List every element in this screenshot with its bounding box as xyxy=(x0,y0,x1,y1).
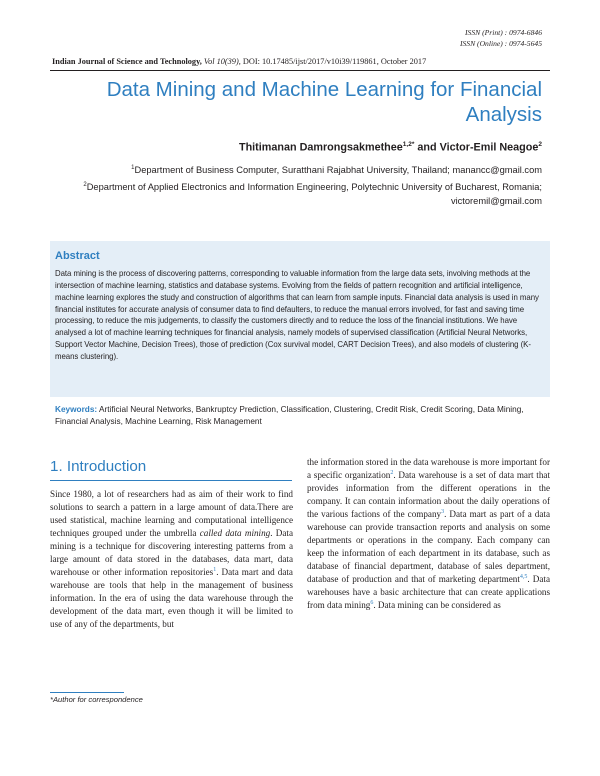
author-line xyxy=(239,141,542,154)
section-heading-introduction: 1. Introduction xyxy=(50,458,147,475)
affiliation-2 xyxy=(22,178,542,195)
affiliations xyxy=(22,161,542,209)
section-rule xyxy=(50,480,292,481)
intro-left-text-3: . Data mart and data warehouse are tools that help in the management of business information. In the era of using the data warehouse through the development of the data mart, even though it will be limited to use of any of the departments, but xyxy=(50,567,293,630)
intro-left-text-2: . Data mining is a technique for discovering interesting patterns from a large amount of data stored in the databases, data mart, data warehouse or other information repositories xyxy=(50,528,294,578)
citation-ref-2[interactable]: 2 xyxy=(390,469,394,476)
author-2: Victor-Emil Neagoe xyxy=(439,141,539,154)
intro-right-text-5: . Data mining can be considered as xyxy=(373,600,501,611)
correspondence-footnote: *Author for correspondence xyxy=(50,695,143,704)
abstract-body: Data mining is the process of discovering patterns, corresponding to valuable information from the large data sets, involving methods at the intersection of machine learning, statistics and database systems. Evolving from the fields of pattern recognition and artificial intelligence, machine learning explores the study and construction of algorithms that can learn from sample inputs. Financial data analysis is used in many financial institutes for accurate analysis of consumer data to find defaulters, to reduce the manual errors involved, for fast and saving time processing, to reduce the mis judgements, to classify the customers directly and to reduce the loss of the financial institutions. We have analysed a lot of machine learning techniques for financial analysis, namely models of supervised classification (Artificial Neural Networks, Support Vector Machine, Decision Trees), those of prediction (Cox survival model, CART Decision Trees), and also models of clustering (K-means clustering). xyxy=(55,269,539,361)
journal-doi: , DOI: 10.17485/ijst/2017/v10i39/119861, October 2017 xyxy=(238,57,427,66)
intro-right-text-1: the information stored in the data warehouse is more important for a specific organization xyxy=(307,457,550,481)
journal-name: Indian Journal of Science and Technology, xyxy=(52,57,204,66)
affiliation-1-sup: 1 xyxy=(131,165,135,171)
citation-ref-1[interactable]: 1 xyxy=(213,567,217,574)
issn-online: ISSN (Online) : 0974-5645 xyxy=(459,38,542,48)
citation-ref-3[interactable]: 3 xyxy=(441,509,445,516)
citation-ref-4-5[interactable]: 4,5 xyxy=(519,574,528,581)
footnote-rule xyxy=(50,692,124,693)
affiliation-2-email: victoremil@gmail.com xyxy=(450,196,542,207)
intro-right-text-3: . Data mart as part of a data warehouse can provide transaction reports and analysis on some departments or operations in the company. Each company can keep the information of each department in its database, such as database of financial department, database of sales department, database of production and that of marketing department xyxy=(307,509,550,585)
intro-right-text-4: . Data warehouses have a basic architecture that can create applications from data mining xyxy=(307,574,550,611)
header-rule xyxy=(50,70,550,71)
author-1-sup: 1,2* xyxy=(402,141,415,148)
keywords xyxy=(55,404,549,428)
intro-left-text-1: Since 1980, a lot of researchers had as aim of their work to find solutions to search a pattern in a large amount of data.There are used statistical, machine learning and computational intelligence techniques grouped under the umbrella xyxy=(50,489,293,539)
affiliation-2-text: Department of Applied Electronics and Information Engineering, Polytechnic University of Bucharest, Romania; xyxy=(86,181,542,192)
author-2-sup: 2 xyxy=(538,141,542,148)
intro-left-column xyxy=(50,488,293,631)
issn-print: ISSN (Print) : 0974-6846 xyxy=(465,28,542,37)
intro-right-text-2: . Data warehouse is a set of data mart that provides information from the different operations in the company. It can contain information about the daily operations of the various factions of the company xyxy=(307,470,550,520)
journal-volume: Vol 10(39) xyxy=(203,57,239,66)
author-joiner: and xyxy=(414,141,440,154)
intro-right-column xyxy=(307,456,550,612)
affiliation-1 xyxy=(22,161,542,178)
keywords-text: Artificial Neural Networks, Bankruptcy Prediction, Classification, Clustering, Credit Risk, Credit Scoring, Data Mining, Financial Analysis, Machine Learning, Risk Management xyxy=(55,405,524,426)
issn-block xyxy=(460,28,542,49)
affiliation-1-text: Department of Business Computer, Suratthani Rajabhat University, Thailand; manancc@gmail.com xyxy=(134,165,542,176)
keywords-label: Keywords: xyxy=(55,405,98,414)
intro-left-italic: called data mining xyxy=(199,528,271,539)
journal-citation xyxy=(52,57,552,66)
abstract-heading: Abstract xyxy=(55,250,100,262)
author-1: Thitimanan Damrongsakmethee xyxy=(238,141,403,154)
citation-ref-6[interactable]: 6 xyxy=(370,600,374,607)
affiliation-2-sup: 2 xyxy=(83,181,87,188)
paper-title: Data Mining and Machine Learning for Financial Analysis xyxy=(106,78,542,126)
